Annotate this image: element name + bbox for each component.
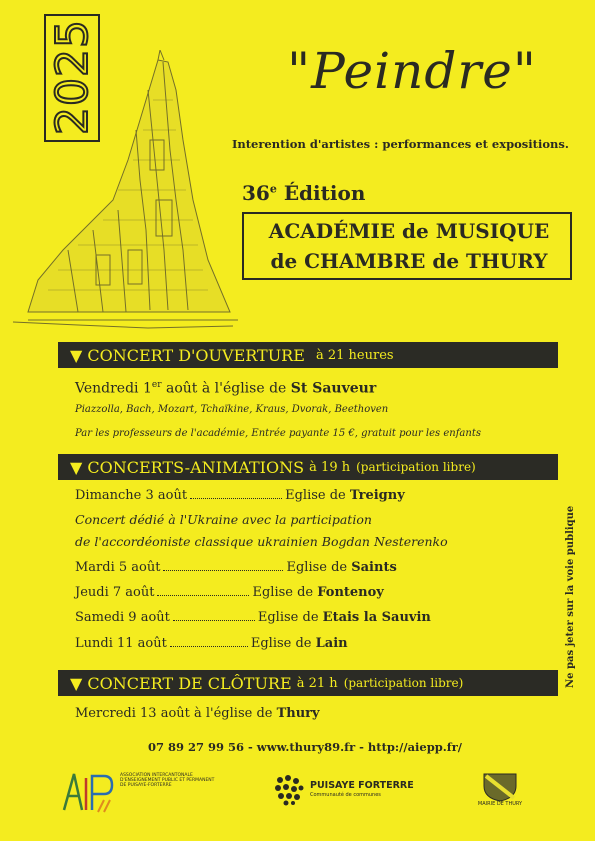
- puisaye-forterre-subtitle: Communauté de communes: [310, 792, 381, 798]
- aiepp-logo: [60, 770, 118, 814]
- puisaye-forterre-title: PUISAYE FORTERRE: [310, 780, 414, 791]
- dotted-leader: [173, 611, 255, 621]
- event-place: Fontenoy: [317, 585, 384, 600]
- dotted-leader: [163, 561, 283, 571]
- animations-header-label: ▼ CONCERTS-ANIMATIONS: [70, 457, 305, 477]
- opening-date-line: [75, 380, 376, 397]
- closing-header-time: à 21 h: [296, 675, 338, 691]
- side-recycle-note: Ne pas jeter sur la voie publique: [565, 505, 576, 688]
- opening-concert-header: [58, 342, 558, 368]
- dotted-leader: [170, 637, 248, 647]
- event-date: Lundi 11 août: [75, 636, 167, 651]
- mairie-thury-label: MAIRIE DE THURY: [477, 801, 523, 807]
- opening-note: Par les professeurs de l'académie, Entrée payante 15 €, gratuit pour les enfants: [75, 428, 481, 439]
- animations-header-note: (participation libre): [356, 460, 476, 474]
- edition-word: Édition: [283, 181, 366, 205]
- academy-line-1: ACADÉMIE de MUSIQUE: [268, 219, 550, 243]
- event-church-label: Eglise de: [250, 636, 312, 651]
- edition-label: [242, 181, 365, 205]
- event-date: Mardi 5 août: [75, 560, 161, 575]
- puisaye-forterre-logo: [272, 772, 306, 806]
- opening-date-prefix: Vendredi 1: [75, 380, 152, 397]
- aiepp-logo-text: ASSOCIATION INTERCANTONALE D'ENSEIGNEMENT PUBLIC ET PERMANENT DE PUISAYE-FORTERRE: [120, 773, 215, 788]
- animations-header-time: à 19 h: [309, 459, 351, 475]
- ukraine-note-line-1: Concert dédié à l'Ukraine avec la participation: [75, 512, 372, 527]
- event-date: Dimanche 3 août: [75, 488, 188, 503]
- event-place: Saints: [351, 560, 397, 575]
- closing-header-label: ▼ CONCERT DE CLÔTURE: [70, 673, 292, 693]
- opening-date-sup: er: [151, 380, 162, 390]
- event-church-label: Eglise de: [285, 488, 346, 503]
- event-row-etais: [75, 610, 431, 625]
- event-subtitle: Interention d'artistes : performances et expositions.: [232, 137, 569, 151]
- event-place: Etais la Sauvin: [322, 610, 431, 625]
- animations-header: [58, 454, 558, 480]
- event-row-lain: [75, 636, 348, 651]
- opening-header-label: ▼ CONCERT D'OUVERTURE: [70, 345, 305, 365]
- event-church-label: Eglise de: [252, 585, 314, 600]
- opening-header-time: à 21 heures: [316, 347, 394, 363]
- event-place: Lain: [315, 636, 348, 651]
- event-date: Samedi 9 août: [75, 610, 170, 625]
- event-church-label: Eglise de: [257, 610, 319, 625]
- opening-venue: St Sauveur: [290, 380, 377, 397]
- dotted-leader: [190, 489, 282, 499]
- closing-text: Mercredi 13 août à l'église de: [75, 706, 273, 721]
- opening-date-rest: août à l'église de: [165, 380, 287, 397]
- opening-composers: Piazzolla, Bach, Mozart, Tchaïkine, Kraus, Dvorak, Beethoven: [75, 404, 389, 415]
- dotted-leader: [157, 586, 249, 596]
- contact-line: 07 89 27 99 56 - www.thury89.fr - http://aiepp.fr/: [147, 740, 463, 754]
- closing-concert-header: [58, 670, 558, 696]
- year-badge: 2025: [46, 19, 98, 135]
- edition-suffix: e: [269, 182, 277, 196]
- event-row-treigny: [75, 488, 405, 503]
- academy-line-2: de CHAMBRE de THURY: [270, 249, 548, 273]
- event-row-fontenoy: [75, 585, 384, 600]
- closing-venue: Thury: [276, 706, 320, 721]
- event-date: Jeudi 7 août: [75, 585, 155, 600]
- closing-date-line: [75, 706, 320, 721]
- event-row-saints: [75, 560, 397, 575]
- event-church-label: Eglise de: [286, 560, 348, 575]
- mairie-thury-crest: [480, 772, 520, 802]
- event-title: "Peindre": [287, 42, 537, 100]
- closing-header-note: (participation libre): [343, 676, 464, 690]
- church-sketch-illustration: [8, 50, 238, 330]
- edition-number: 36: [242, 181, 270, 205]
- ukraine-note-line-2: de l'accordéoniste classique ukrainien Bogdan Nesterenko: [75, 534, 448, 549]
- event-place: Treigny: [349, 488, 405, 503]
